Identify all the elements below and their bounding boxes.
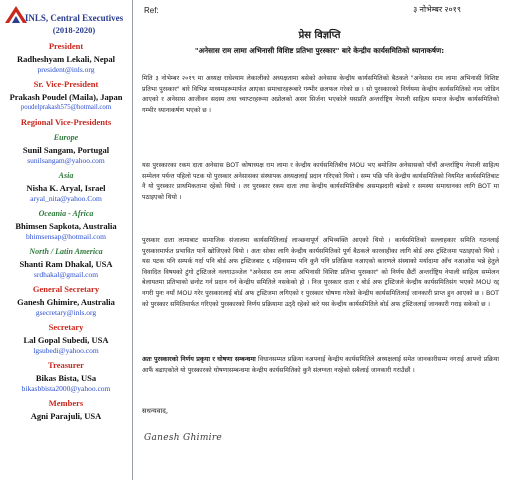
executive-name: Radheshyam Lekali, Nepal: [17, 54, 115, 64]
executive-list: [0, 40, 132, 422]
paragraph-4-lead: अतः पुरस्कारको निर्णय प्रकृया र घोषणा सम्बन्धमा: [142, 356, 256, 363]
closing-salutation: सधन्यवाद,: [142, 407, 169, 415]
inls-logo-icon: [3, 3, 29, 25]
executive-email: lgsubedi@yahoo.com: [33, 346, 99, 355]
release-date: ३ नोभेम्बर २०१९: [413, 5, 461, 14]
paragraph-3: पुरस्कार दाता लामाबाट सामाजिक संजालमा कार्यसमितिलाई लाञ्छनापूर्ण अभिव्यक्ति आएको थियो । कार्यसमितिको सल्लाहकार समिति गठनलाई पुरस्कारमार्फत प्रभावित पार्ने खोजिएको थियो । अतः सोका लागि केन्द्रीय कार्यसमितिको पूर्ण बैठकले कारवाहीका लागि बोर्ड अफ ट्रस्टिजमा पठाइएको थियो । यस पटक पनि सम्पर्क गर्दा पनि बोर्ड अफ ट्रस्टिजबाट ६ महिनासम्म पनि कुनै पनि प्रतिक्रिया नआएको कारणले संस्थाको मर्यादामा आँच नआओस भन्ने हेतुले विवादित विषयको टुंगो ट्रस्टिजले नलगाउञ्जेल "अनेसास राम लामा अभिनासी विशिष्ट प्रतिभा पुरस्कार" को निर्णय छैटौं अन्तर्राष्ट्रिय नेपाली साहित्य सम्मेलन बेलायतमा प्रतिभाको छनोट गर्न प्रदान गर्न केन्द्रीय समितिले नसकेको हो । निज पुरस्कार दाता र बोर्ड अफ ट्रस्टिजले केन्द्रीय कार्यसमितिसंग भएको MOU रद्द नगरी पुनः नयाँ MOU गरेर पुरस्कारलाई बोर्ड अफ ट्रस्टिजमा लगिएको र पुरस्कार घोषणा गरेको केन्द्रीय कार्यसमितिलाई जानकारी प्राप्त हुन आएको छ । BOT को पुरस्कार समितिमार्फत गरिएको पुरस्कारको निर्णय प्रक्रियामा उठ्दै रहेको बारे यस केन्द्रीय कार्यसमितिले बोर्ड अफ ट्रस्टिजलाई जानकारी गराइ सकेको छ ।: [142, 237, 499, 308]
executive-role: Members: [48, 398, 84, 408]
executive-role: Secretary: [48, 322, 84, 332]
executive-name: Nisha K. Aryal, Israel: [26, 183, 106, 193]
paragraph-2: यस पुरस्कारका रकम दाता अनेसास BOT कोषाध्यक्ष राम लामा र केन्द्रीय कार्यसमितिबीच MOU भए बमोजिम अनेसासको पाँचौं अन्तर्राष्ट्रिय नेपाली साहित्य सम्मेलन पर्यन्त पहिलो पटक यो पुरस्कार अनेसासका संस्थापक अध्यक्षलाई प्रदान गरिएको थियो । सम्म पछि पनि केन्द्रीय कार्यसमितिको नियमित कार्यसमितिबाट नै यो पुरस्कार प्राथमिकतामा रहेको थियो । तर पुरस्कार रकम दाता तथा केन्द्रीय कार्यसमितिबीच असमझदारी बढेको र समस्या समाधानका लागि BOT मा पठाइएको थियो ।: [142, 162, 499, 201]
region-heading: Oceania - Africa: [38, 209, 94, 218]
executive-role: General Secretary: [32, 284, 100, 294]
executive-name: Bhimsen Sapkota, Australia: [15, 221, 117, 231]
executive-role: President: [48, 41, 84, 51]
executive-role: Sr. Vice-President: [33, 79, 99, 89]
region-heading: Europe: [53, 133, 79, 142]
executive-email: srdhakal@gmail.com: [33, 270, 99, 279]
executive-role: Treasurer: [48, 360, 84, 370]
region-heading: North / Latin America: [29, 247, 103, 256]
executive-name: Ganesh Ghimire, Australia: [17, 297, 115, 307]
page-title: प्रेस विज्ञप्ति: [298, 30, 341, 41]
region-heading: Asia: [58, 171, 74, 180]
paragraph-4: [142, 355, 499, 376]
executive-email: poudelprakash575@hotmail.com: [20, 104, 112, 111]
paragraph-1: मिति ३ नोभेम्बर २०१९ मा अध्यक्ष राधेश्याम लेकालीको अध्यक्षतामा बसेको अनेसास केन्द्रीय कार्यसमितिको बैठकले "अनेसास राम लामा अभिनासी विशिष्ट प्रतिभा पुरस्कार" बारे विभिन्न माध्यमहरूमार्फत आएका समाचारहरूबारे गम्भीर छलफल गरेको छ । सो पुरस्कारको निर्णयमा केन्द्रीय कार्यसमितिको नाम जोडिन आएको र अनेसास आजीवन सदस्य तथा च्याप्टरहरूमा अप्रोलको असर सिर्जना भएकोले यसप्रति अन्तर्राष्ट्रिय नेपाली साहित्य समाज केन्द्रीय कार्यसमितिको गम्भीर ध्यानाकर्षण भएको छ ।: [142, 75, 499, 114]
executive-email: bikasbbista2000@yahoo.com: [21, 384, 111, 393]
executive-sidebar: [0, 0, 133, 480]
executive-name: Bikas Bista, USa: [35, 373, 97, 383]
executive-name: Prakash Poudel (Maila), Japan: [9, 92, 123, 102]
executive-name: Lal Gopal Subedi, USA: [23, 335, 109, 345]
signature: Ganesh Ghimire: [144, 433, 223, 443]
executive-name: Sunil Sangam, Portugal: [22, 145, 110, 155]
org-name: INLS, Central Executives: [24, 13, 124, 23]
executive-email: gsecretary@inls.org: [35, 308, 97, 317]
executive-email: bhimsensap@hotmail.com: [25, 232, 107, 241]
executive-email: aryal_nita@yahoo.Com: [30, 194, 102, 203]
paragraph-4-text: विधानसम्मत प्रक्रिया नअपनाई केन्द्रीय कार्यसमितिले अध्यक्षलाई समेत जानकारीसम्म नगराई आफ्नो प्रक्रिया आफैं बढाएकोले यो पुरस्कारको घोषणासम्बन्धमा केन्द्रीय कार्यसमितिको कुनै संलग्नता नरहेको सबैलाई जानकारी गराउँछौं ।: [142, 356, 499, 374]
reference-label: Ref:: [144, 6, 159, 15]
press-release-body: [134, 0, 505, 480]
executive-email: sunilsangam@yahoo.com: [27, 156, 105, 165]
executive-email: president@inls.org: [37, 65, 95, 74]
executive-name: Agni Parajuli, USA: [30, 411, 102, 421]
subject-line: "अनेसास राम लामा अभिनासी विशिष्ट प्रतिभा पुरस्कार" बारे केन्द्रीय कार्यसमितिको ध्यानाकर्षण:: [194, 46, 445, 55]
org-term: (2018-2020): [52, 25, 96, 35]
executive-role: Regional Vice-Presidents: [20, 117, 112, 127]
executive-name: Shanti Ram Dhakal, USA: [19, 259, 113, 269]
